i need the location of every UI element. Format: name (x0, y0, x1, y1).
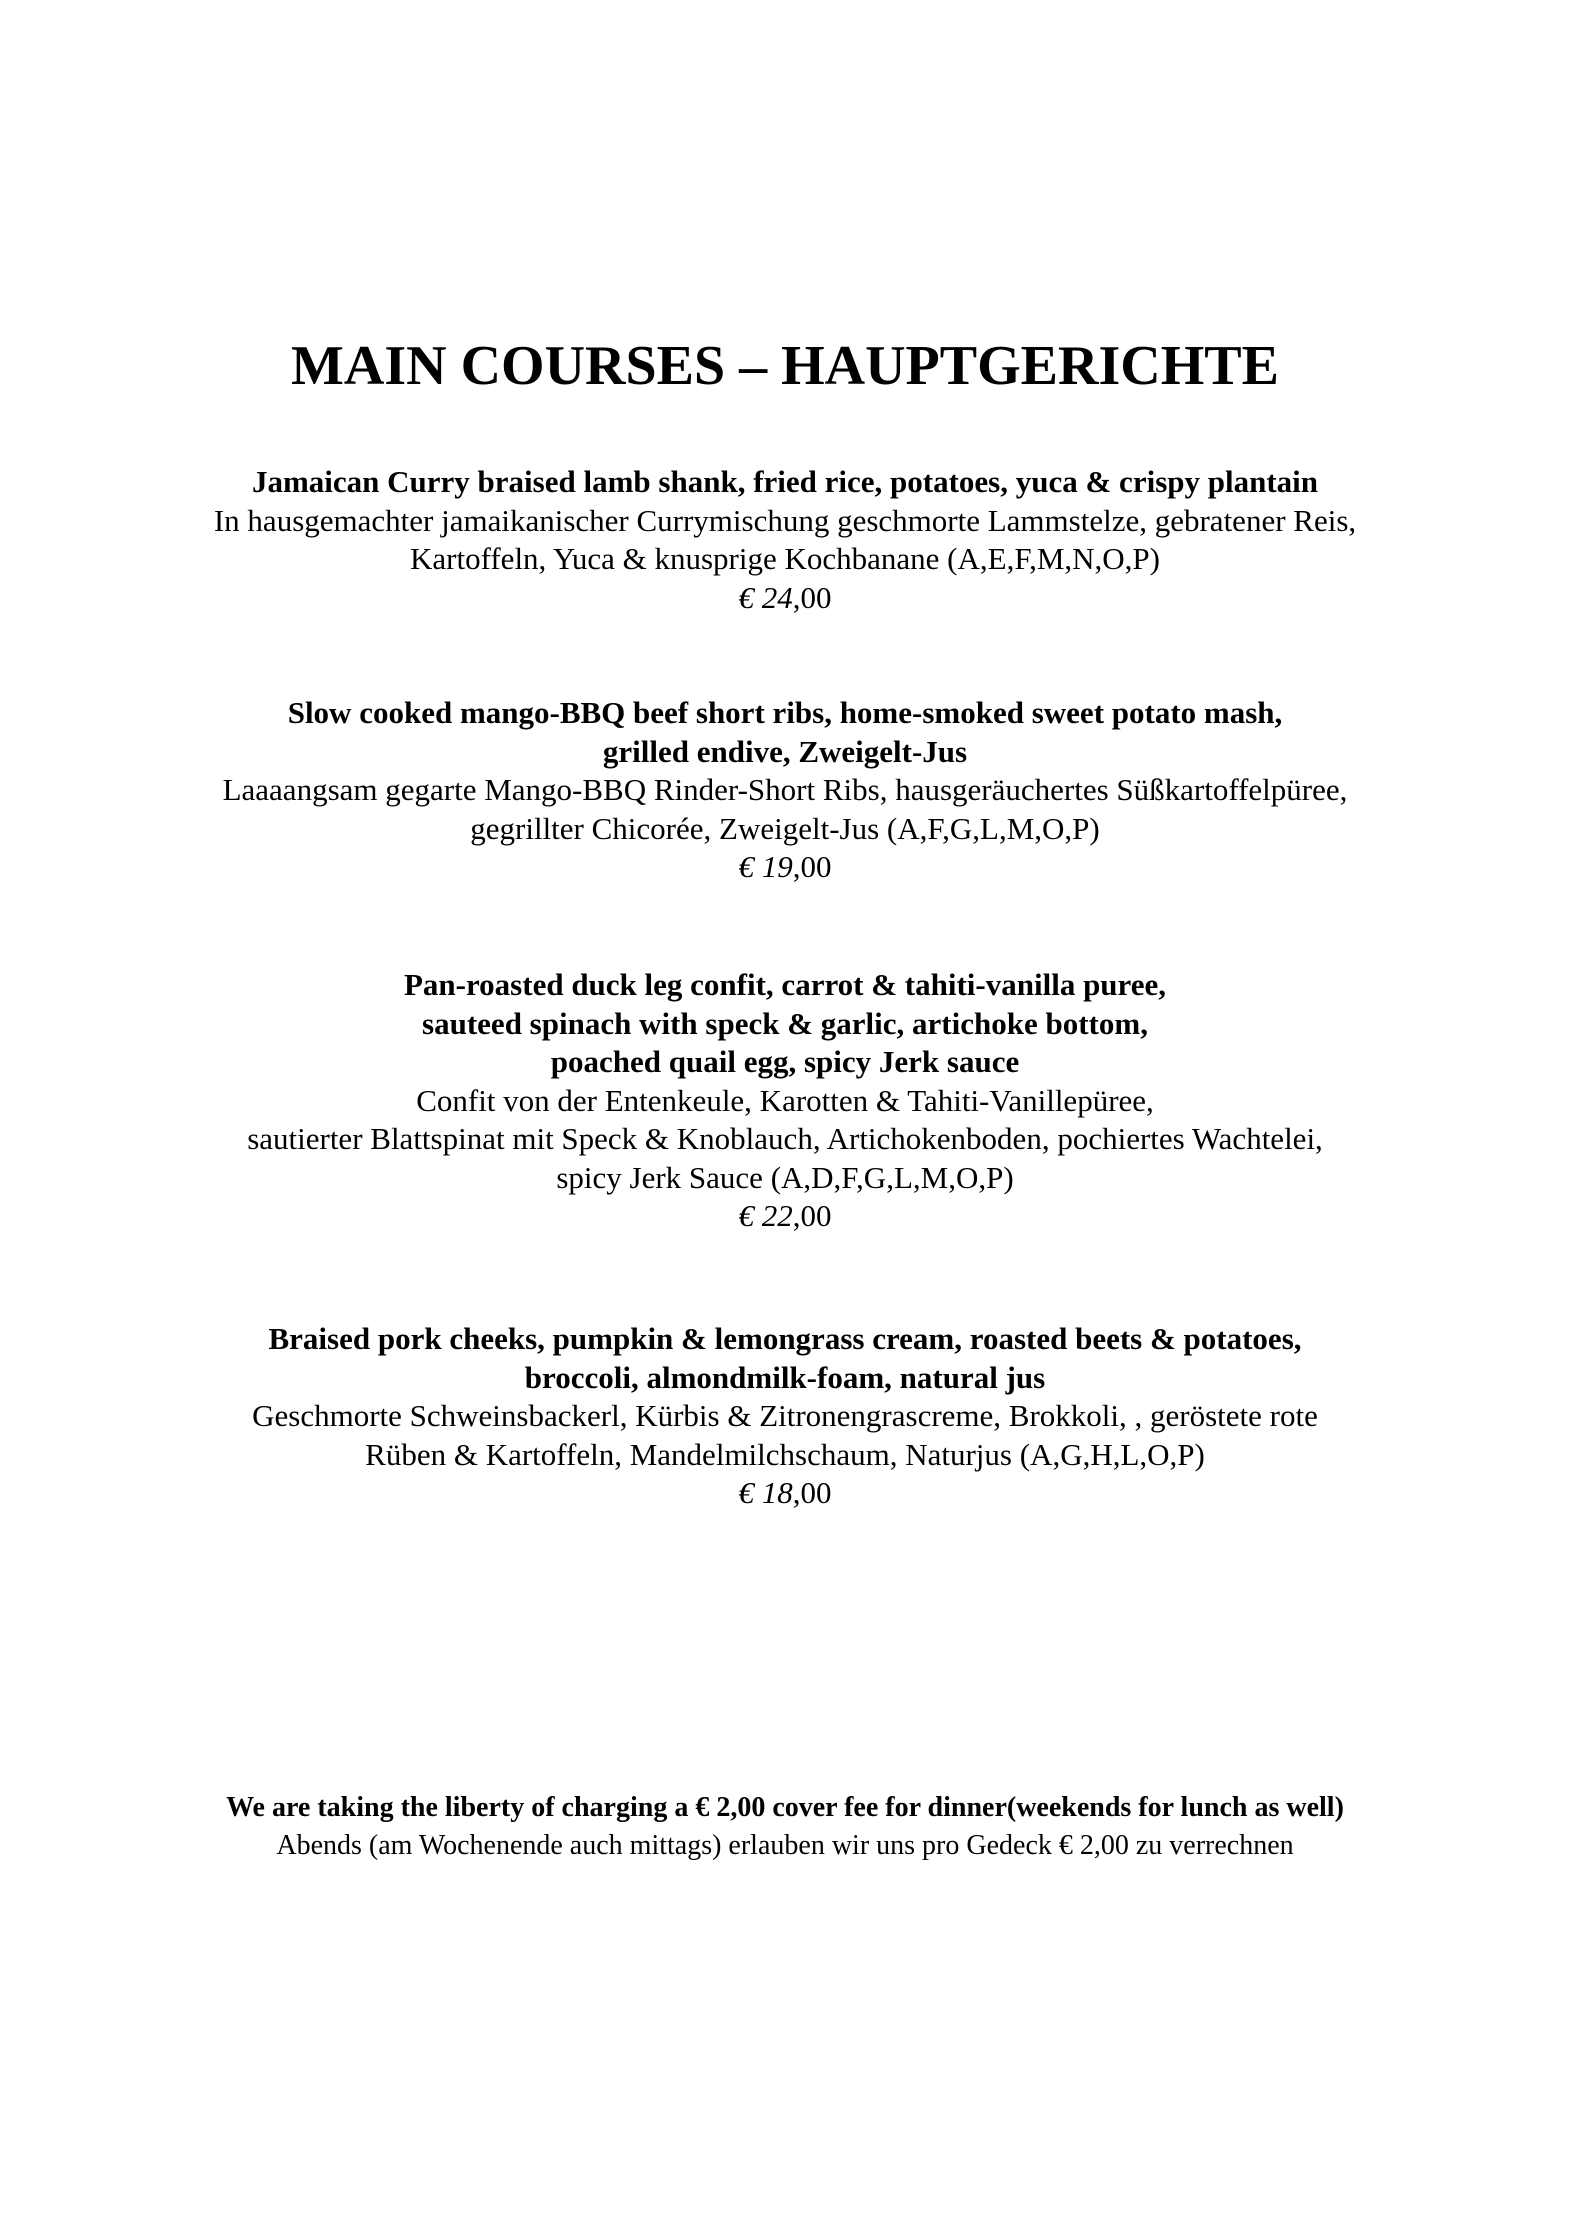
dish-description-de: Rüben & Kartoffeln, Mandelmilchschaum, Naturjus (A,G,H,L,O,P) (365, 1436, 1205, 1472)
price-decimals: ,00 (792, 1475, 832, 1510)
dish-description-de: Laaaangsam gegarte Mango-BBQ Rinder-Short Ribs, hausgeräuchertes Süßkartoffelpüree, (222, 772, 1348, 807)
price-amount: € 19 (738, 849, 793, 884)
dish-description-de: Confit von der Entenkeule, Karotten & Tahiti-Vanillepüree, (416, 1082, 1154, 1118)
menu-item (0, 694, 1570, 887)
price-decimals: ,00 (792, 849, 832, 884)
dish-description-de: Geschmorte Schweinsbackerl, Kürbis & Zitronengrascreme, Brokkoli, , geröstete rote (252, 1398, 1318, 1433)
menu-item (0, 1320, 1570, 1513)
dish-name-en: Slow cooked mango-BBQ beef short ribs, home-smoked sweet potato mash, (287, 695, 1283, 730)
price-amount: € 22 (738, 1198, 793, 1233)
cover-fee-en: We are taking the liberty of charging a € 2,00 cover fee for dinner(weekends for lunch as well) (226, 1792, 1344, 1823)
dish-name-en: poached quail egg, spicy Jerk sauce (550, 1044, 1020, 1079)
price-amount: € 18 (738, 1475, 793, 1510)
price-decimals: ,00 (792, 579, 832, 615)
dish-name-en: Pan-roasted duck leg confit, carrot & tahiti-vanilla puree, (403, 967, 1167, 1002)
cover-fee-note (0, 1789, 1570, 1865)
dish-description-de: sautierter Blattspinat mit Speck & Knoblauch, Artichokenboden, pochiertes Wachtelei, (247, 1121, 1323, 1156)
dish-price (0, 848, 1570, 887)
dish-name-en: broccoli, almondmilk-foam, natural jus (524, 1359, 1046, 1395)
dish-price (0, 579, 1570, 618)
dish-name-en: grilled endive, Zweigelt-Jus (602, 733, 968, 769)
dish-price (0, 1474, 1570, 1513)
dish-description-de: spicy Jerk Sauce (A,D,F,G,L,M,O,P) (556, 1159, 1014, 1195)
dish-description-de: In hausgemachter jamaikanischer Currymischung geschmorte Lammstelze, gebratener Reis, (213, 502, 1357, 538)
dish-name-en: Jamaican Curry braised lamb shank, fried rice, potatoes, yuca & crispy plantain (251, 464, 1319, 499)
dish-name-en: Braised pork cheeks, pumpkin & lemongrass cream, roasted beets & potatoes, (268, 1321, 1302, 1356)
menu-item (0, 463, 1570, 617)
dish-name-en: sauteed spinach with speck & garlic, artichoke bottom, (422, 1005, 1148, 1041)
page-title: MAIN COURSES – HAUPTGERICHTE (291, 335, 1279, 397)
price-decimals: ,00 (792, 1198, 832, 1233)
dish-description-de: Kartoffeln, Yuca & knusprige Kochbanane (A,E,F,M,N,O,P) (410, 541, 1160, 576)
dish-price (0, 1197, 1570, 1236)
dish-description-de: gegrillter Chicorée, Zweigelt-Jus (A,F,G,L,M,O,P) (470, 810, 1100, 846)
price-amount: € 24 (738, 579, 793, 615)
cover-fee-de: Abends (am Wochenende auch mittags) erlauben wir uns pro Gedeck € 2,00 zu verrechnen (276, 1830, 1294, 1861)
menu-item (0, 966, 1570, 1236)
